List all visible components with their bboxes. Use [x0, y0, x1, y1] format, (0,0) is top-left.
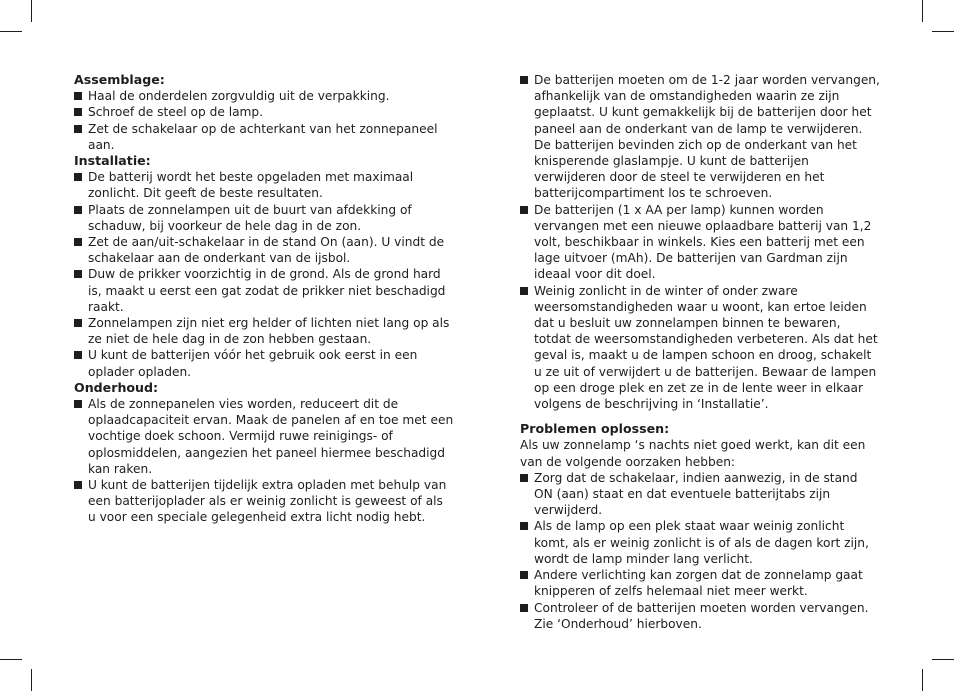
- list-item: Andere verlichting kan zorgen dat de zonnelamp gaat knipperen of zelfs helemaal niet meer werkt.: [520, 567, 880, 599]
- section-heading-problemen: Problemen oplossen:: [520, 421, 670, 437]
- onderhoud-continued-list: [520, 72, 880, 412]
- crop-mark-top-left-vertical: [31, 0, 32, 22]
- list-item: Zorg dat de schakelaar, indien aanwezig, in de stand ON (aan) staat en dat eventuele batterijtabs zijn verwijderd.: [520, 470, 880, 519]
- list-item: Zonnelampen zijn niet erg helder of lichten niet lang op als ze niet de hele dag in de zon hebben gestaan.: [74, 315, 454, 347]
- crop-mark-bottom-right-horizontal: [932, 659, 954, 660]
- onderhoud-list: [74, 396, 454, 526]
- list-item: Als de zonnepanelen vies worden, reduceert dit de oplaadcapaciteit ervan. Maak de panelen af en toe met een vochtige doek schoon. Vermijd ruwe reinigings- of oplosmiddelen, aangezien het paneel hiermee beschadigd kan raken.: [74, 396, 454, 477]
- section-heading-onderhoud: Onderhoud:: [74, 379, 159, 395]
- list-item: U kunt de batterijen tijdelijk extra opladen met behulp van een batterijoplader als er weinig zonlicht is geweest of als u voor een speciale gelegenheid extra licht nodig hebt.: [74, 477, 454, 526]
- section-heading-assemblage: Assemblage:: [74, 72, 165, 87]
- crop-mark-bottom-right-vertical: [922, 669, 923, 691]
- crop-mark-bottom-left-vertical: [31, 669, 32, 691]
- crop-mark-top-left-horizontal: [0, 31, 22, 32]
- list-item: Controleer of de batterijen moeten worden vervangen. Zie ‘Onderhoud’ hierboven.: [520, 600, 880, 632]
- list-item: Duw de prikker voorzichtig in de grond. Als de grond hard is, maakt u eerst een gat zodat de prikker niet beschadigd raakt.: [74, 266, 454, 315]
- problemen-list: [520, 470, 880, 632]
- list-item: Weinig zonlicht in de winter of onder zware weersomstandigheden waar u woont, kan ertoe leiden dat u besluit uw zonnelampen binnen te bewaren, totdat de weersomstandigheden verbeteren. Als dat het geval is, maakt u de lampen schoon en droog, schakelt u ze uit of verwijdert u de batterijen. Bewaar de lampen op een droge plek en zet ze in de lente weer in elkaar volgens de beschrijving in ‘Installatie’.: [520, 283, 880, 413]
- section-heading-installatie: Installatie:: [74, 153, 151, 169]
- list-item: Haal de onderdelen zorgvuldig uit de verpakking.: [74, 88, 454, 104]
- installatie-list: [74, 169, 454, 380]
- list-item: U kunt de batterijen vóór het gebruik ook eerst in een oplader opladen.: [74, 347, 454, 379]
- left-column: [74, 72, 454, 526]
- list-item: De batterij wordt het beste opgeladen met maximaal zonlicht. Dit geeft de beste resultaten.: [74, 169, 454, 201]
- list-item: De batterijen (1 x AA per lamp) kunnen worden vervangen met een nieuwe oplaadbare batterij van 1,2 volt, beschikbaar in winkels. Kies een batterij met een lage uitvoer (mAh). De batterijen van Gardman zijn ideaal voor dit doel.: [520, 202, 880, 283]
- list-item: Schroef de steel op de lamp.: [74, 104, 454, 120]
- list-item: Plaats de zonnelampen uit de buurt van afdekking of schaduw, bij voorkeur de hele dag in de zon.: [74, 202, 454, 234]
- assemblage-list: [74, 88, 454, 153]
- crop-mark-bottom-left-horizontal: [0, 659, 22, 660]
- problemen-intro: Als uw zonnelamp ‘s nachts niet goed werkt, kan dit een van de volgende oorzaken hebben:: [520, 438, 866, 469]
- list-item: De batterijen moeten om de 1-2 jaar worden vervangen, afhankelijk van de omstandigheden waarin ze zijn geplaatst. U kunt gemakkelijk bij de batterijen door het paneel aan de onderkant van de lamp te verwijderen. De batterijen bevinden zich op de onderkant van het knisperende glaslampje. U kunt de batterijen verwijderen door de steel te verwijderen en het batterijcompartiment los te schroeven.: [520, 72, 880, 202]
- crop-mark-top-right-horizontal: [932, 31, 954, 32]
- section-gap: [520, 412, 880, 421]
- list-item: Zet de aan/uit-schakelaar in de stand On (aan). U vindt de schakelaar aan de onderkant van de ijsbol.: [74, 234, 454, 266]
- right-column: [520, 72, 880, 632]
- list-item: Zet de schakelaar op de achterkant van het zonnepaneel aan.: [74, 121, 454, 153]
- crop-mark-top-right-vertical: [922, 0, 923, 22]
- list-item: Als de lamp op een plek staat waar weinig zonlicht komt, als er weinig zonlicht is of als de dagen kort zijn, wordt de lamp minder lang verlicht.: [520, 518, 880, 567]
